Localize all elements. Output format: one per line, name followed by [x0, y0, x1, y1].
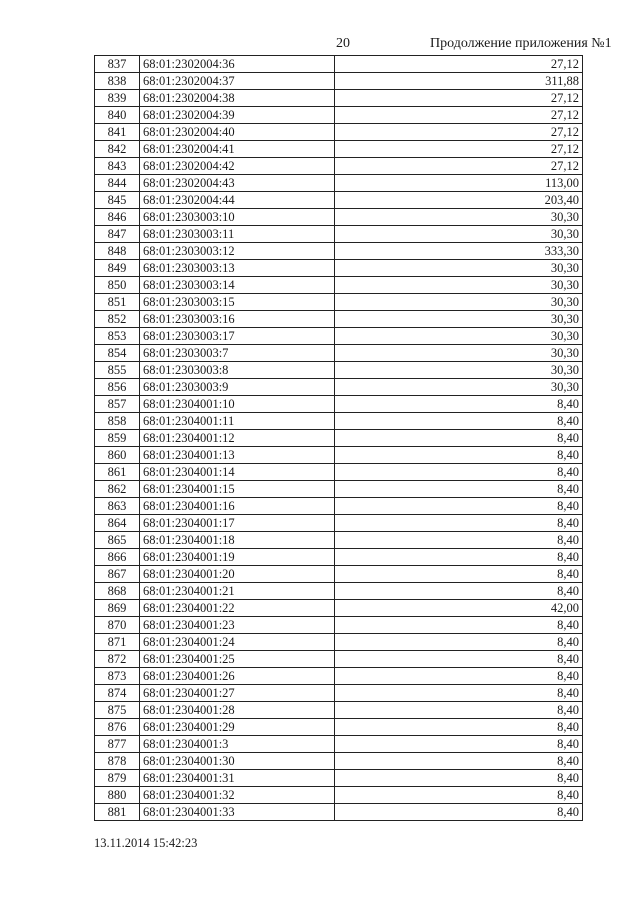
row-number: 867 [95, 566, 140, 583]
area-value: 8,40 [335, 804, 583, 821]
cadastral-number: 68:01:2303003:16 [140, 311, 335, 328]
cadastral-number: 68:01:2304001:20 [140, 566, 335, 583]
cadastral-number: 68:01:2304001:31 [140, 770, 335, 787]
cadastral-number: 68:01:2302004:40 [140, 124, 335, 141]
row-number: 857 [95, 396, 140, 413]
row-number: 871 [95, 634, 140, 651]
table-row [95, 634, 583, 651]
row-number: 874 [95, 685, 140, 702]
table-row [95, 753, 583, 770]
area-value: 8,40 [335, 549, 583, 566]
cadastral-number: 68:01:2302004:39 [140, 107, 335, 124]
registry-table-body [95, 56, 583, 821]
area-value: 30,30 [335, 362, 583, 379]
table-row [95, 787, 583, 804]
table-row [95, 209, 583, 226]
row-number: 845 [95, 192, 140, 209]
cadastral-number: 68:01:2303003:12 [140, 243, 335, 260]
row-number: 865 [95, 532, 140, 549]
area-value: 8,40 [335, 464, 583, 481]
table-row [95, 175, 583, 192]
area-value: 30,30 [335, 345, 583, 362]
cadastral-number: 68:01:2304001:33 [140, 804, 335, 821]
cadastral-number: 68:01:2304001:13 [140, 447, 335, 464]
row-number: 855 [95, 362, 140, 379]
area-value: 27,12 [335, 56, 583, 73]
area-value: 8,40 [335, 634, 583, 651]
cadastral-number: 68:01:2303003:9 [140, 379, 335, 396]
table-row [95, 498, 583, 515]
row-number: 860 [95, 447, 140, 464]
row-number: 848 [95, 243, 140, 260]
table-row [95, 328, 583, 345]
table-row [95, 481, 583, 498]
row-number: 842 [95, 141, 140, 158]
area-value: 311,88 [335, 73, 583, 90]
cadastral-number: 68:01:2304001:3 [140, 736, 335, 753]
area-value: 333,30 [335, 243, 583, 260]
print-timestamp: 13.11.2014 15:42:23 [94, 836, 198, 850]
area-value: 8,40 [335, 617, 583, 634]
row-number: 851 [95, 294, 140, 311]
table-row [95, 685, 583, 702]
area-value: 42,00 [335, 600, 583, 617]
row-number: 864 [95, 515, 140, 532]
row-number: 868 [95, 583, 140, 600]
area-value: 8,40 [335, 481, 583, 498]
area-value: 8,40 [335, 413, 583, 430]
cadastral-number: 68:01:2303003:13 [140, 260, 335, 277]
row-number: 863 [95, 498, 140, 515]
table-row [95, 515, 583, 532]
row-number: 843 [95, 158, 140, 175]
cadastral-number: 68:01:2302004:44 [140, 192, 335, 209]
table-row [95, 413, 583, 430]
area-value: 8,40 [335, 583, 583, 600]
cadastral-number: 68:01:2304001:28 [140, 702, 335, 719]
table-row [95, 736, 583, 753]
table-row [95, 243, 583, 260]
cadastral-number: 68:01:2304001:24 [140, 634, 335, 651]
table-row [95, 600, 583, 617]
cadastral-number: 68:01:2303003:8 [140, 362, 335, 379]
row-number: 866 [95, 549, 140, 566]
table-row [95, 396, 583, 413]
table-row [95, 311, 583, 328]
row-number: 841 [95, 124, 140, 141]
row-number: 872 [95, 651, 140, 668]
cadastral-number: 68:01:2303003:7 [140, 345, 335, 362]
table-row [95, 362, 583, 379]
table-row [95, 56, 583, 73]
table-row [95, 73, 583, 90]
table-row [95, 464, 583, 481]
area-value: 8,40 [335, 396, 583, 413]
area-value: 8,40 [335, 787, 583, 804]
cadastral-number: 68:01:2302004:37 [140, 73, 335, 90]
row-number: 869 [95, 600, 140, 617]
table-row [95, 651, 583, 668]
table-row [95, 583, 583, 600]
table-row [95, 90, 583, 107]
area-value: 8,40 [335, 753, 583, 770]
cadastral-number: 68:01:2304001:12 [140, 430, 335, 447]
area-value: 8,40 [335, 498, 583, 515]
appendix-continuation-note: Продолжение приложения №1 [430, 36, 612, 51]
area-value: 8,40 [335, 719, 583, 736]
cadastral-number: 68:01:2304001:25 [140, 651, 335, 668]
cadastral-number: 68:01:2304001:30 [140, 753, 335, 770]
cadastral-number: 68:01:2302004:38 [140, 90, 335, 107]
row-number: 881 [95, 804, 140, 821]
row-number: 854 [95, 345, 140, 362]
table-row [95, 124, 583, 141]
area-value: 30,30 [335, 328, 583, 345]
row-number: 852 [95, 311, 140, 328]
table-row [95, 566, 583, 583]
table-row [95, 158, 583, 175]
cadastral-number: 68:01:2302004:42 [140, 158, 335, 175]
area-value: 30,30 [335, 277, 583, 294]
cadastral-number: 68:01:2302004:36 [140, 56, 335, 73]
table-row [95, 668, 583, 685]
table-row [95, 447, 583, 464]
cadastral-number: 68:01:2302004:41 [140, 141, 335, 158]
table-row [95, 532, 583, 549]
area-value: 113,00 [335, 175, 583, 192]
table-row [95, 804, 583, 821]
cadastral-number: 68:01:2303003:17 [140, 328, 335, 345]
table-row [95, 719, 583, 736]
table-row [95, 617, 583, 634]
row-number: 840 [95, 107, 140, 124]
cadastral-number: 68:01:2303003:14 [140, 277, 335, 294]
row-number: 847 [95, 226, 140, 243]
table-row [95, 226, 583, 243]
area-value: 8,40 [335, 702, 583, 719]
row-number: 878 [95, 753, 140, 770]
row-number: 873 [95, 668, 140, 685]
table-row [95, 430, 583, 447]
area-value: 8,40 [335, 532, 583, 549]
table-row [95, 770, 583, 787]
row-number: 844 [95, 175, 140, 192]
cadastral-number: 68:01:2304001:26 [140, 668, 335, 685]
area-value: 30,30 [335, 379, 583, 396]
area-value: 27,12 [335, 124, 583, 141]
row-number: 839 [95, 90, 140, 107]
area-value: 8,40 [335, 736, 583, 753]
cadastral-number: 68:01:2302004:43 [140, 175, 335, 192]
row-number: 861 [95, 464, 140, 481]
cadastral-number: 68:01:2304001:18 [140, 532, 335, 549]
cadastral-number: 68:01:2304001:22 [140, 600, 335, 617]
area-value: 30,30 [335, 209, 583, 226]
cadastral-number: 68:01:2304001:29 [140, 719, 335, 736]
area-value: 8,40 [335, 430, 583, 447]
area-value: 8,40 [335, 685, 583, 702]
area-value: 27,12 [335, 158, 583, 175]
cadastral-number: 68:01:2304001:27 [140, 685, 335, 702]
table-row [95, 107, 583, 124]
row-number: 876 [95, 719, 140, 736]
table-row [95, 549, 583, 566]
area-value: 27,12 [335, 107, 583, 124]
table-row [95, 141, 583, 158]
row-number: 838 [95, 73, 140, 90]
row-number: 837 [95, 56, 140, 73]
row-number: 875 [95, 702, 140, 719]
cadastral-number: 68:01:2304001:11 [140, 413, 335, 430]
cadastral-number: 68:01:2303003:10 [140, 209, 335, 226]
row-number: 846 [95, 209, 140, 226]
area-value: 8,40 [335, 515, 583, 532]
row-number: 870 [95, 617, 140, 634]
row-number: 858 [95, 413, 140, 430]
row-number: 853 [95, 328, 140, 345]
cadastral-number: 68:01:2304001:21 [140, 583, 335, 600]
table-row [95, 294, 583, 311]
row-number: 862 [95, 481, 140, 498]
row-number: 850 [95, 277, 140, 294]
row-number: 880 [95, 787, 140, 804]
area-value: 30,30 [335, 226, 583, 243]
area-value: 8,40 [335, 651, 583, 668]
cadastral-number: 68:01:2304001:17 [140, 515, 335, 532]
cadastral-number: 68:01:2304001:16 [140, 498, 335, 515]
area-value: 27,12 [335, 141, 583, 158]
area-value: 27,12 [335, 90, 583, 107]
cadastral-number: 68:01:2304001:15 [140, 481, 335, 498]
area-value: 30,30 [335, 260, 583, 277]
row-number: 877 [95, 736, 140, 753]
cadastral-number: 68:01:2304001:23 [140, 617, 335, 634]
cadastral-number: 68:01:2304001:14 [140, 464, 335, 481]
table-row [95, 192, 583, 209]
cadastral-number: 68:01:2304001:10 [140, 396, 335, 413]
cadastral-number: 68:01:2304001:19 [140, 549, 335, 566]
table-row [95, 379, 583, 396]
area-value: 30,30 [335, 311, 583, 328]
area-value: 8,40 [335, 447, 583, 464]
row-number: 859 [95, 430, 140, 447]
area-value: 8,40 [335, 770, 583, 787]
row-number: 879 [95, 770, 140, 787]
table-row [95, 277, 583, 294]
area-value: 8,40 [335, 668, 583, 685]
table-row [95, 345, 583, 362]
page-number: 20 [336, 36, 350, 51]
row-number: 849 [95, 260, 140, 277]
cadastral-registry-table [94, 55, 583, 821]
cadastral-number: 68:01:2304001:32 [140, 787, 335, 804]
table-row [95, 260, 583, 277]
cadastral-number: 68:01:2303003:15 [140, 294, 335, 311]
area-value: 203,40 [335, 192, 583, 209]
table-row [95, 702, 583, 719]
area-value: 30,30 [335, 294, 583, 311]
area-value: 8,40 [335, 566, 583, 583]
cadastral-number: 68:01:2303003:11 [140, 226, 335, 243]
row-number: 856 [95, 379, 140, 396]
